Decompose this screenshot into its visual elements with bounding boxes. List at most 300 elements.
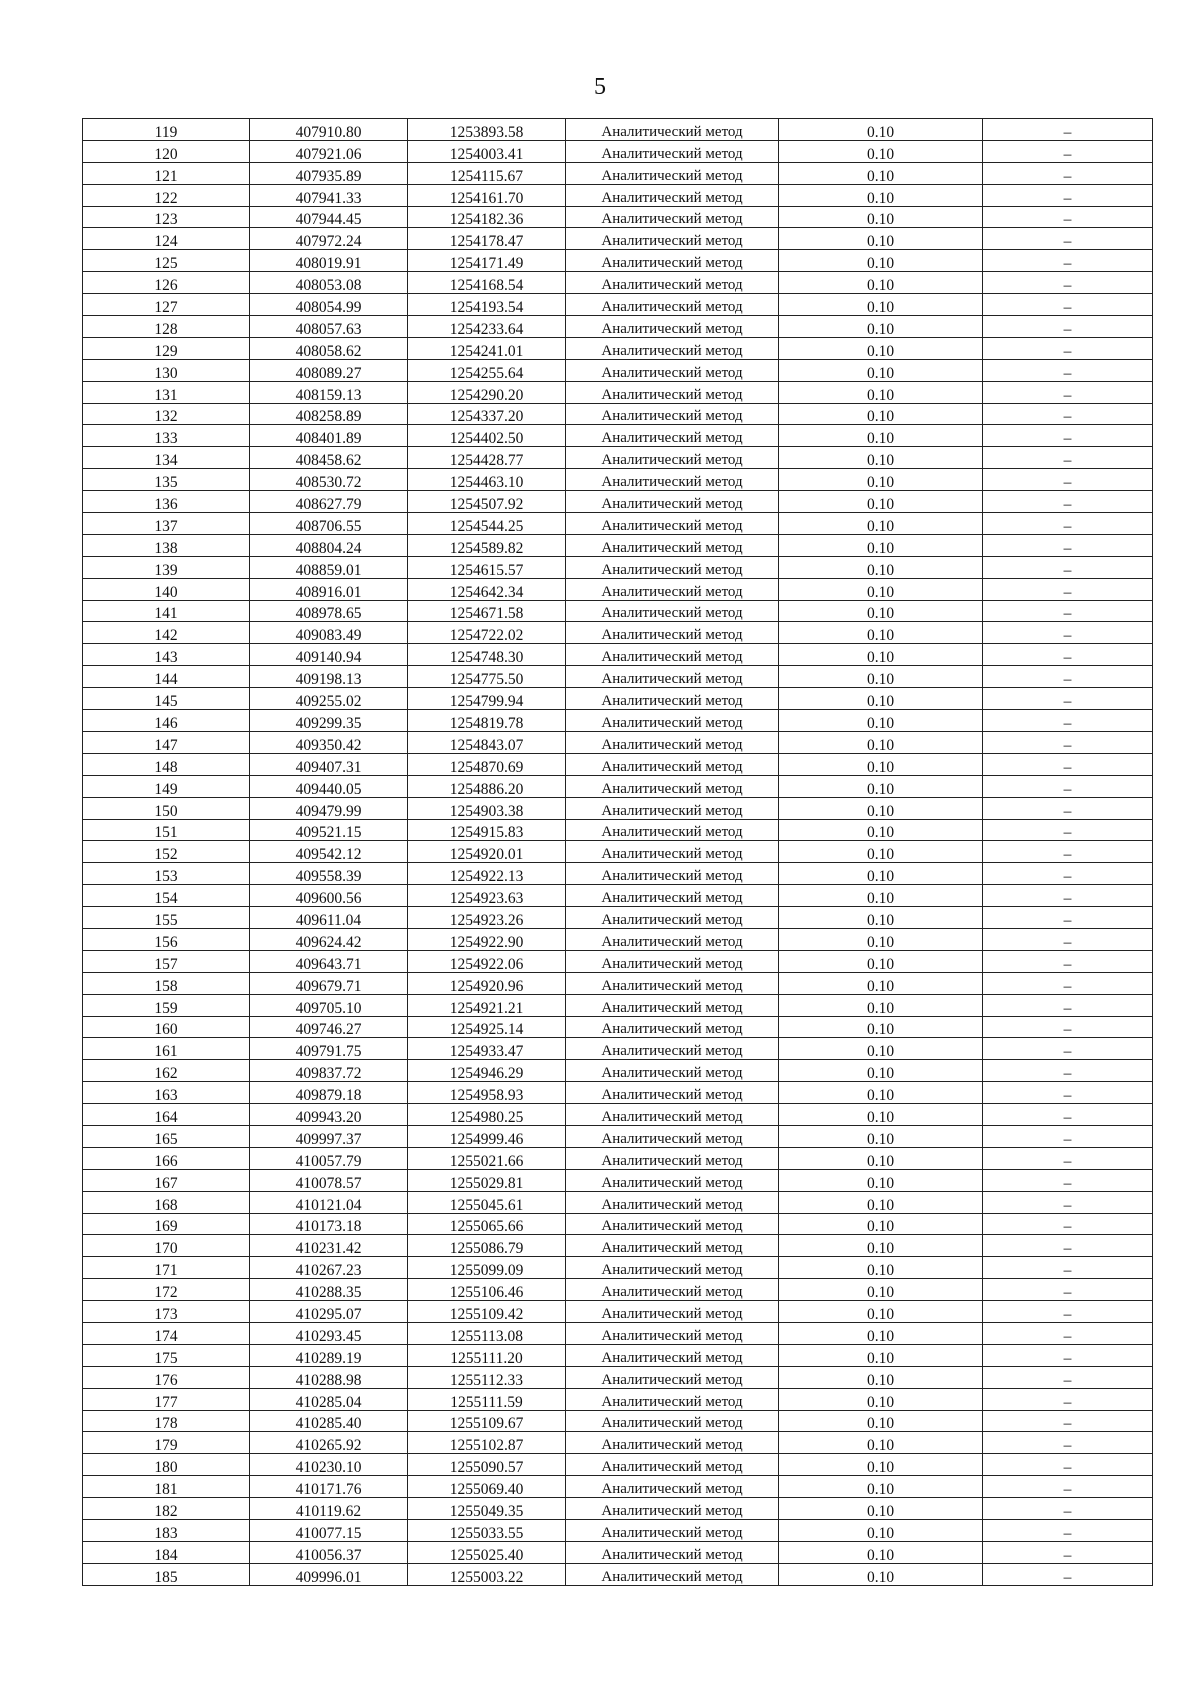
method-cell: Аналитический метод <box>566 972 779 994</box>
table-row <box>83 1301 1153 1323</box>
y-coordinate-cell: 1254193.54 <box>408 294 566 316</box>
table-row <box>83 841 1153 863</box>
point-number-cell: 169 <box>83 1213 250 1235</box>
method-cell: Аналитический метод <box>566 359 779 381</box>
accuracy-cell: 0.10 <box>779 316 983 338</box>
method-cell: Аналитический метод <box>566 775 779 797</box>
point-number-cell: 160 <box>83 1016 250 1038</box>
accuracy-cell: 0.10 <box>779 578 983 600</box>
y-coordinate-cell: 1254233.64 <box>408 316 566 338</box>
method-cell: Аналитический метод <box>566 841 779 863</box>
x-coordinate-cell: 410285.40 <box>250 1410 408 1432</box>
point-number-cell: 145 <box>83 688 250 710</box>
method-cell: Аналитический метод <box>566 425 779 447</box>
note-cell: – <box>983 556 1153 578</box>
method-cell: Аналитический метод <box>566 1060 779 1082</box>
point-number-cell: 172 <box>83 1279 250 1301</box>
method-cell: Аналитический метод <box>566 578 779 600</box>
table-row <box>83 1432 1153 1454</box>
y-coordinate-cell: 1254922.13 <box>408 863 566 885</box>
accuracy-cell: 0.10 <box>779 1410 983 1432</box>
note-cell: – <box>983 381 1153 403</box>
x-coordinate-cell: 409600.56 <box>250 885 408 907</box>
accuracy-cell: 0.10 <box>779 425 983 447</box>
note-cell: – <box>983 513 1153 535</box>
point-number-cell: 142 <box>83 622 250 644</box>
accuracy-cell: 0.10 <box>779 1322 983 1344</box>
x-coordinate-cell: 410077.15 <box>250 1520 408 1542</box>
table-row <box>83 1125 1153 1147</box>
method-cell: Аналитический метод <box>566 556 779 578</box>
y-coordinate-cell: 1254923.63 <box>408 885 566 907</box>
accuracy-cell: 0.10 <box>779 250 983 272</box>
note-cell: – <box>983 469 1153 491</box>
x-coordinate-cell: 410285.04 <box>250 1388 408 1410</box>
method-cell: Аналитический метод <box>566 731 779 753</box>
point-number-cell: 181 <box>83 1476 250 1498</box>
method-cell: Аналитический метод <box>566 1541 779 1563</box>
point-number-cell: 180 <box>83 1454 250 1476</box>
x-coordinate-cell: 408258.89 <box>250 403 408 425</box>
y-coordinate-cell: 1255003.22 <box>408 1563 566 1585</box>
y-coordinate-cell: 1255025.40 <box>408 1541 566 1563</box>
point-number-cell: 122 <box>83 184 250 206</box>
accuracy-cell: 0.10 <box>779 1147 983 1169</box>
method-cell: Аналитический метод <box>566 622 779 644</box>
x-coordinate-cell: 410119.62 <box>250 1498 408 1520</box>
note-cell: – <box>983 600 1153 622</box>
note-cell: – <box>983 1104 1153 1126</box>
accuracy-cell: 0.10 <box>779 1432 983 1454</box>
method-cell: Аналитический метод <box>566 206 779 228</box>
x-coordinate-cell: 409542.12 <box>250 841 408 863</box>
y-coordinate-cell: 1254922.90 <box>408 928 566 950</box>
x-coordinate-cell: 408089.27 <box>250 359 408 381</box>
note-cell: – <box>983 819 1153 841</box>
note-cell: – <box>983 316 1153 338</box>
method-cell: Аналитический метод <box>566 819 779 841</box>
point-number-cell: 152 <box>83 841 250 863</box>
y-coordinate-cell: 1254775.50 <box>408 666 566 688</box>
y-coordinate-cell: 1254507.92 <box>408 491 566 513</box>
table-row <box>83 950 1153 972</box>
method-cell: Аналитический метод <box>566 928 779 950</box>
accuracy-cell: 0.10 <box>779 491 983 513</box>
method-cell: Аналитический метод <box>566 1344 779 1366</box>
y-coordinate-cell: 1255069.40 <box>408 1476 566 1498</box>
method-cell: Аналитический метод <box>566 994 779 1016</box>
point-number-cell: 119 <box>83 119 250 141</box>
method-cell: Аналитический метод <box>566 1454 779 1476</box>
accuracy-cell: 0.10 <box>779 447 983 469</box>
x-coordinate-cell: 408401.89 <box>250 425 408 447</box>
y-coordinate-cell: 1254161.70 <box>408 184 566 206</box>
method-cell: Аналитический метод <box>566 600 779 622</box>
note-cell: – <box>983 578 1153 600</box>
y-coordinate-cell: 1254819.78 <box>408 710 566 732</box>
y-coordinate-cell: 1255090.57 <box>408 1454 566 1476</box>
point-number-cell: 155 <box>83 907 250 929</box>
y-coordinate-cell: 1254920.96 <box>408 972 566 994</box>
y-coordinate-cell: 1254999.46 <box>408 1125 566 1147</box>
y-coordinate-cell: 1254921.21 <box>408 994 566 1016</box>
point-number-cell: 132 <box>83 403 250 425</box>
method-cell: Аналитический метод <box>566 1301 779 1323</box>
accuracy-cell: 0.10 <box>779 950 983 972</box>
table-row <box>83 600 1153 622</box>
point-number-cell: 131 <box>83 381 250 403</box>
table-row <box>83 337 1153 359</box>
method-cell: Аналитический метод <box>566 162 779 184</box>
table-row <box>83 1279 1153 1301</box>
note-cell: – <box>983 797 1153 819</box>
table-row <box>83 119 1153 141</box>
accuracy-cell: 0.10 <box>779 1498 983 1520</box>
note-cell: – <box>983 294 1153 316</box>
table-row <box>83 1344 1153 1366</box>
note-cell: – <box>983 250 1153 272</box>
method-cell: Аналитический метод <box>566 1038 779 1060</box>
point-number-cell: 185 <box>83 1563 250 1585</box>
point-number-cell: 144 <box>83 666 250 688</box>
point-number-cell: 129 <box>83 337 250 359</box>
y-coordinate-cell: 1254843.07 <box>408 731 566 753</box>
x-coordinate-cell: 409440.05 <box>250 775 408 797</box>
note-cell: – <box>983 1038 1153 1060</box>
point-number-cell: 126 <box>83 272 250 294</box>
x-coordinate-cell: 409879.18 <box>250 1082 408 1104</box>
note-cell: – <box>983 950 1153 972</box>
point-number-cell: 179 <box>83 1432 250 1454</box>
point-number-cell: 133 <box>83 425 250 447</box>
accuracy-cell: 0.10 <box>779 688 983 710</box>
accuracy-cell: 0.10 <box>779 294 983 316</box>
note-cell: – <box>983 1125 1153 1147</box>
note-cell: – <box>983 1388 1153 1410</box>
table-row <box>83 1322 1153 1344</box>
y-coordinate-cell: 1254428.77 <box>408 447 566 469</box>
note-cell: – <box>983 140 1153 162</box>
accuracy-cell: 0.10 <box>779 885 983 907</box>
accuracy-cell: 0.10 <box>779 469 983 491</box>
table-row <box>83 1476 1153 1498</box>
note-cell: – <box>983 403 1153 425</box>
point-number-cell: 149 <box>83 775 250 797</box>
table-row <box>83 1257 1153 1279</box>
table-row <box>83 797 1153 819</box>
accuracy-cell: 0.10 <box>779 1541 983 1563</box>
note-cell: – <box>983 1498 1153 1520</box>
table-row <box>83 753 1153 775</box>
note-cell: – <box>983 1454 1153 1476</box>
table-row <box>83 294 1153 316</box>
point-number-cell: 168 <box>83 1191 250 1213</box>
y-coordinate-cell: 1254923.26 <box>408 907 566 929</box>
point-number-cell: 163 <box>83 1082 250 1104</box>
y-coordinate-cell: 1254241.01 <box>408 337 566 359</box>
method-cell: Аналитический метод <box>566 710 779 732</box>
accuracy-cell: 0.10 <box>779 1388 983 1410</box>
x-coordinate-cell: 408019.91 <box>250 250 408 272</box>
method-cell: Аналитический метод <box>566 513 779 535</box>
accuracy-cell: 0.10 <box>779 1563 983 1585</box>
y-coordinate-cell: 1254182.36 <box>408 206 566 228</box>
y-coordinate-cell: 1254748.30 <box>408 644 566 666</box>
table-row <box>83 425 1153 447</box>
table-row <box>83 250 1153 272</box>
table-row <box>83 1498 1153 1520</box>
method-cell: Аналитический метод <box>566 272 779 294</box>
method-cell: Аналитический метод <box>566 1191 779 1213</box>
accuracy-cell: 0.10 <box>779 1191 983 1213</box>
point-number-cell: 175 <box>83 1344 250 1366</box>
y-coordinate-cell: 1254115.67 <box>408 162 566 184</box>
note-cell: – <box>983 731 1153 753</box>
note-cell: – <box>983 1213 1153 1235</box>
table-row <box>83 578 1153 600</box>
point-number-cell: 140 <box>83 578 250 600</box>
method-cell: Аналитический метод <box>566 1388 779 1410</box>
point-number-cell: 161 <box>83 1038 250 1060</box>
x-coordinate-cell: 407910.80 <box>250 119 408 141</box>
coordinates-table <box>82 118 1153 1586</box>
method-cell: Аналитический метод <box>566 644 779 666</box>
accuracy-cell: 0.10 <box>779 622 983 644</box>
accuracy-cell: 0.10 <box>779 994 983 1016</box>
y-coordinate-cell: 1255112.33 <box>408 1366 566 1388</box>
point-number-cell: 174 <box>83 1322 250 1344</box>
y-coordinate-cell: 1254870.69 <box>408 753 566 775</box>
method-cell: Аналитический метод <box>566 885 779 907</box>
accuracy-cell: 0.10 <box>779 1476 983 1498</box>
x-coordinate-cell: 408159.13 <box>250 381 408 403</box>
accuracy-cell: 0.10 <box>779 556 983 578</box>
x-coordinate-cell: 409746.27 <box>250 1016 408 1038</box>
note-cell: – <box>983 1410 1153 1432</box>
accuracy-cell: 0.10 <box>779 1344 983 1366</box>
method-cell: Аналитический метод <box>566 907 779 929</box>
y-coordinate-cell: 1254722.02 <box>408 622 566 644</box>
accuracy-cell: 0.10 <box>779 819 983 841</box>
x-coordinate-cell: 409255.02 <box>250 688 408 710</box>
note-cell: – <box>983 1366 1153 1388</box>
point-number-cell: 183 <box>83 1520 250 1542</box>
method-cell: Аналитический метод <box>566 469 779 491</box>
y-coordinate-cell: 1255106.46 <box>408 1279 566 1301</box>
table-row <box>83 513 1153 535</box>
table-row <box>83 162 1153 184</box>
y-coordinate-cell: 1255049.35 <box>408 1498 566 1520</box>
x-coordinate-cell: 409140.94 <box>250 644 408 666</box>
note-cell: – <box>983 1191 1153 1213</box>
note-cell: – <box>983 1322 1153 1344</box>
table-row <box>83 1104 1153 1126</box>
y-coordinate-cell: 1254615.57 <box>408 556 566 578</box>
table-row <box>83 1520 1153 1542</box>
method-cell: Аналитический метод <box>566 337 779 359</box>
method-cell: Аналитический метод <box>566 316 779 338</box>
x-coordinate-cell: 410288.98 <box>250 1366 408 1388</box>
y-coordinate-cell: 1254168.54 <box>408 272 566 294</box>
y-coordinate-cell: 1255111.20 <box>408 1344 566 1366</box>
table-row <box>83 1213 1153 1235</box>
point-number-cell: 170 <box>83 1235 250 1257</box>
accuracy-cell: 0.10 <box>779 928 983 950</box>
point-number-cell: 166 <box>83 1147 250 1169</box>
method-cell: Аналитический метод <box>566 1498 779 1520</box>
note-cell: – <box>983 1476 1153 1498</box>
accuracy-cell: 0.10 <box>779 206 983 228</box>
x-coordinate-cell: 410171.76 <box>250 1476 408 1498</box>
y-coordinate-cell: 1255109.42 <box>408 1301 566 1323</box>
y-coordinate-cell: 1255111.59 <box>408 1388 566 1410</box>
x-coordinate-cell: 407972.24 <box>250 228 408 250</box>
table-row <box>83 710 1153 732</box>
method-cell: Аналитический метод <box>566 1016 779 1038</box>
table-row <box>83 1541 1153 1563</box>
method-cell: Аналитический метод <box>566 1257 779 1279</box>
note-cell: – <box>983 775 1153 797</box>
point-number-cell: 141 <box>83 600 250 622</box>
table-row <box>83 469 1153 491</box>
accuracy-cell: 0.10 <box>779 1038 983 1060</box>
method-cell: Аналитический метод <box>566 688 779 710</box>
x-coordinate-cell: 410057.79 <box>250 1147 408 1169</box>
accuracy-cell: 0.10 <box>779 731 983 753</box>
table-row <box>83 907 1153 929</box>
x-coordinate-cell: 409943.20 <box>250 1104 408 1126</box>
point-number-cell: 184 <box>83 1541 250 1563</box>
x-coordinate-cell: 408804.24 <box>250 534 408 556</box>
point-number-cell: 182 <box>83 1498 250 1520</box>
table-row <box>83 775 1153 797</box>
y-coordinate-cell: 1255021.66 <box>408 1147 566 1169</box>
x-coordinate-cell: 409997.37 <box>250 1125 408 1147</box>
y-coordinate-cell: 1255113.08 <box>408 1322 566 1344</box>
x-coordinate-cell: 409643.71 <box>250 950 408 972</box>
table-row <box>83 1147 1153 1169</box>
x-coordinate-cell: 410056.37 <box>250 1541 408 1563</box>
x-coordinate-cell: 408627.79 <box>250 491 408 513</box>
table-row <box>83 1563 1153 1585</box>
point-number-cell: 130 <box>83 359 250 381</box>
y-coordinate-cell: 1254589.82 <box>408 534 566 556</box>
note-cell: – <box>983 184 1153 206</box>
accuracy-cell: 0.10 <box>779 753 983 775</box>
point-number-cell: 165 <box>83 1125 250 1147</box>
y-coordinate-cell: 1254903.38 <box>408 797 566 819</box>
method-cell: Аналитический метод <box>566 1104 779 1126</box>
method-cell: Аналитический метод <box>566 1235 779 1257</box>
point-number-cell: 128 <box>83 316 250 338</box>
x-coordinate-cell: 409791.75 <box>250 1038 408 1060</box>
x-coordinate-cell: 408458.62 <box>250 447 408 469</box>
accuracy-cell: 0.10 <box>779 403 983 425</box>
method-cell: Аналитический метод <box>566 950 779 972</box>
y-coordinate-cell: 1254290.20 <box>408 381 566 403</box>
point-number-cell: 120 <box>83 140 250 162</box>
table-row <box>83 272 1153 294</box>
y-coordinate-cell: 1254946.29 <box>408 1060 566 1082</box>
method-cell: Аналитический метод <box>566 403 779 425</box>
method-cell: Аналитический метод <box>566 666 779 688</box>
method-cell: Аналитический метод <box>566 140 779 162</box>
y-coordinate-cell: 1254178.47 <box>408 228 566 250</box>
accuracy-cell: 0.10 <box>779 184 983 206</box>
x-coordinate-cell: 410121.04 <box>250 1191 408 1213</box>
table-row <box>83 1082 1153 1104</box>
note-cell: – <box>983 841 1153 863</box>
accuracy-cell: 0.10 <box>779 907 983 929</box>
x-coordinate-cell: 409407.31 <box>250 753 408 775</box>
y-coordinate-cell: 1254671.58 <box>408 600 566 622</box>
table-row <box>83 688 1153 710</box>
x-coordinate-cell: 407935.89 <box>250 162 408 184</box>
note-cell: – <box>983 272 1153 294</box>
point-number-cell: 150 <box>83 797 250 819</box>
method-cell: Аналитический метод <box>566 797 779 819</box>
note-cell: – <box>983 1257 1153 1279</box>
note-cell: – <box>983 1344 1153 1366</box>
y-coordinate-cell: 1255065.66 <box>408 1213 566 1235</box>
x-coordinate-cell: 410230.10 <box>250 1454 408 1476</box>
y-coordinate-cell: 1254886.20 <box>408 775 566 797</box>
note-cell: – <box>983 1147 1153 1169</box>
point-number-cell: 173 <box>83 1301 250 1323</box>
y-coordinate-cell: 1254402.50 <box>408 425 566 447</box>
point-number-cell: 127 <box>83 294 250 316</box>
x-coordinate-cell: 409996.01 <box>250 1563 408 1585</box>
accuracy-cell: 0.10 <box>779 1454 983 1476</box>
table-row <box>83 1235 1153 1257</box>
method-cell: Аналитический метод <box>566 1322 779 1344</box>
y-coordinate-cell: 1254799.94 <box>408 688 566 710</box>
x-coordinate-cell: 408916.01 <box>250 578 408 600</box>
table-row <box>83 1060 1153 1082</box>
y-coordinate-cell: 1254980.25 <box>408 1104 566 1126</box>
point-number-cell: 162 <box>83 1060 250 1082</box>
table-row <box>83 972 1153 994</box>
note-cell: – <box>983 491 1153 513</box>
y-coordinate-cell: 1255033.55 <box>408 1520 566 1542</box>
point-number-cell: 147 <box>83 731 250 753</box>
note-cell: – <box>983 1301 1153 1323</box>
table-row <box>83 316 1153 338</box>
point-number-cell: 143 <box>83 644 250 666</box>
note-cell: – <box>983 119 1153 141</box>
point-number-cell: 176 <box>83 1366 250 1388</box>
y-coordinate-cell: 1255102.87 <box>408 1432 566 1454</box>
point-number-cell: 167 <box>83 1169 250 1191</box>
note-cell: – <box>983 228 1153 250</box>
point-number-cell: 178 <box>83 1410 250 1432</box>
method-cell: Аналитический метод <box>566 381 779 403</box>
x-coordinate-cell: 408978.65 <box>250 600 408 622</box>
note-cell: – <box>983 622 1153 644</box>
x-coordinate-cell: 409611.04 <box>250 907 408 929</box>
method-cell: Аналитический метод <box>566 1410 779 1432</box>
note-cell: – <box>983 1235 1153 1257</box>
point-number-cell: 136 <box>83 491 250 513</box>
y-coordinate-cell: 1254920.01 <box>408 841 566 863</box>
table-row <box>83 731 1153 753</box>
table-row <box>83 1388 1153 1410</box>
point-number-cell: 157 <box>83 950 250 972</box>
point-number-cell: 139 <box>83 556 250 578</box>
accuracy-cell: 0.10 <box>779 162 983 184</box>
x-coordinate-cell: 409705.10 <box>250 994 408 1016</box>
accuracy-cell: 0.10 <box>779 841 983 863</box>
